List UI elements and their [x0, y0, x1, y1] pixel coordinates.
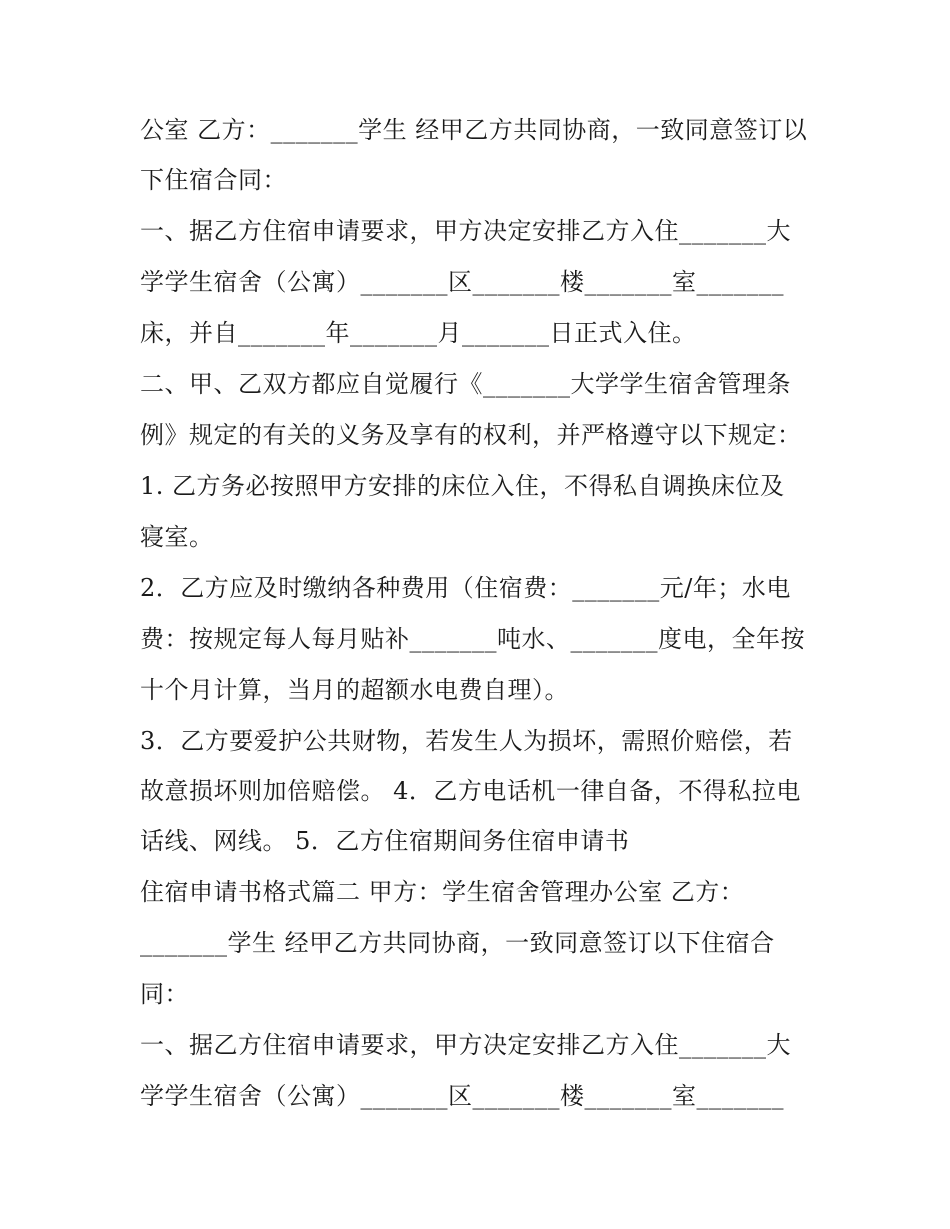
text-line: 3．乙方要爱护公共财物，若发生人为损坏，需照价赔偿，若: [140, 727, 793, 755]
text-line: 费：按规定每人每月贴补_______吨水、_______度电，全年按: [140, 625, 805, 653]
text-line: 例》规定的有关的义务及享有的权利，并严格遵守以下规定：: [140, 421, 802, 449]
text-line: 同：: [140, 980, 189, 1008]
text-line: 床，并自_______年_______月_______日正式入住。: [140, 319, 697, 347]
text-line: 故意损坏则加倍赔偿。 4．乙方电话机一律自备，不得私拉电: [140, 777, 801, 805]
text-line: 一、据乙方住宿申请要求，甲方决定安排乙方入住_______大: [140, 1031, 791, 1059]
text-line: 下住宿合同：: [140, 166, 287, 194]
text-line: 学学生宿舍（公寓）_______区_______楼_______室_______: [140, 268, 784, 296]
text-line: 寝室。: [140, 523, 214, 551]
text-line: 住宿申请书格式篇二 甲方：学生宿舍管理办公室 乙方：: [140, 878, 745, 906]
text-line: 1. 乙方务必按照甲方安排的床位入住，不得私自调换床位及: [140, 472, 785, 500]
text-line: 学学生宿舍（公寓）_______区_______楼_______室_______: [140, 1082, 784, 1110]
text-line: 公室 乙方：_______学生 经甲乙方共同协商，一致同意签订以: [140, 116, 808, 144]
text-line: 话线、网线。 5．乙方住宿期间务住宿申请书: [140, 827, 630, 855]
text-line: 一、据乙方住宿申请要求，甲方决定安排乙方入住_______大: [140, 217, 791, 245]
text-line: 二、甲、乙双方都应自觉履行《_______大学学生宿舍管理条: [140, 370, 791, 398]
text-line: 2．乙方应及时缴纳各种费用（住宿费：_______元/年；水电: [140, 574, 791, 602]
text-line: _______学生 经甲乙方共同协商，一致同意签订以下住宿合: [140, 929, 775, 957]
text-line: 十个月计算，当月的超额水电费自理）。: [140, 676, 569, 704]
